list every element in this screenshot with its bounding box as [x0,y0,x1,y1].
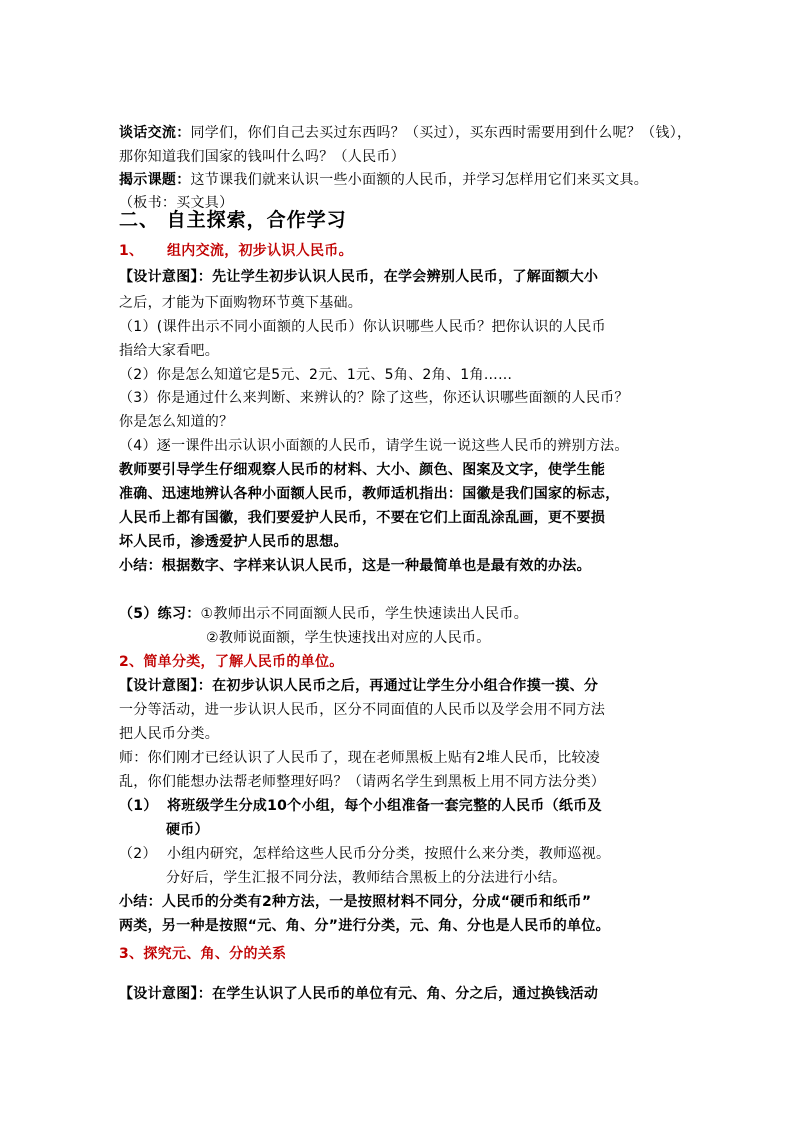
part1-design-line-2: 之后，才能为下面购物环节奠下基础。 [119,295,363,311]
question-4: （4）逐一课件出示认识小面额的人民币，请学生说一说这些人民币的辨别方法。 [119,438,629,454]
part2-design-line-3: 把人民币分类。 [119,726,220,742]
question-3-line-2: 你是怎么知道的？ [119,414,234,430]
part2-summary-line-2: 两类，另一种是按照“元、角、分”进行分类，元、角、分也是人民币的单位。 [119,918,610,934]
teacher-line-2: 乱，你们能想办法帮老师整理好吗？（请两名学生到黑板上用不同方法分类） [119,774,606,790]
step-2-line-1 [119,845,610,863]
teacher-guide-line-1: 教师要引导学生仔细观察人民币的材料、大小、颜色、图案及文字，使学生能 [119,462,606,478]
teacher-guide-line-3: 人民币上都有国徽，我们要爱护人民币，不要在它们上面乱涂乱画，更不要损 [119,510,606,526]
step-1-number: （1） [119,798,158,814]
part3-design-line-1 [119,985,598,1003]
step-1-text: 将班级学生分成10个小组，每个小组准备一套完整的人民币（纸币及 [167,798,602,814]
part3-heading: 3、探究元、角、分的关系 [119,946,287,962]
talk-label: 谈话交流： [119,125,191,141]
design-label: 【设计意图】： [119,986,213,1002]
design-text: 在初步认识人民币之后，再通过让学生分小组合作摸一摸、分 [212,678,599,694]
part1-heading [119,242,353,260]
part1-summary: 小结：根据数字、字样来认识人民币，这是一种最简单也是最有效的办法。 [119,558,591,574]
talk-line-2: 那你知道我们国家的钱叫什么吗？（人民币） [119,149,405,165]
teacher-guide-line-4: 坏人民币，渗透爱护人民币的思想。 [119,534,348,550]
question-1-line-2: 指给大家看吧。 [119,343,220,359]
part1-design-line-1 [119,268,598,286]
design-label: 【设计意图】： [119,678,213,694]
exercise-line-1 [119,605,528,623]
part2-design-line-2: 一分等活动，进一步认识人民币，区分不同面值的人民币以及学会用不同方法 [119,702,606,718]
exercise-1: ①教师出示不同面额人民币，学生快速读出人民币。 [200,606,528,622]
topic-label: 揭示课题： [119,172,191,188]
question-3-line-1: （3）你是通过什么来判断、来辨认的？除了这些，你还认识哪些面额的人民币？ [119,390,629,406]
talk-text: 同学们，你们自己去买过东西吗？（买过），买东西时需要用到什么呢？（钱）， [190,125,692,141]
topic-text: 这节课我们就来认识一些小面额的人民币，并学习怎样用它们来买文具。 [190,172,649,188]
part2-heading: 2、简单分类，了解人民币的单位。 [119,654,344,670]
step-2-line-2: 分好后，学生汇报不同分法，教师结合黑板上的分法进行小结。 [166,870,567,886]
talk-line-1 [119,124,691,142]
step-2-text: 小组内研究，怎样给这些人民币分分类，按照什么来分类，教师巡视。 [167,846,611,862]
step-1-line-2: 硬币） [166,822,209,838]
exercise-2: ②教师说面额，学生快速找出对应的人民币。 [206,630,491,646]
teacher-line-1: 师：你们刚才已经认识了人民币了，现在老师黑板上贴有2堆人民币，比较凌 [119,750,601,766]
topic-line [119,171,648,189]
teacher-guide-line-2: 准确、迅速地辨认各种小面额人民币，教师适机指出：国徽是我们国家的标志， [119,486,620,502]
part2-summary-line-1: 小结：人民币的分类有2种方法，一是按照材料不同分，分成“硬币和纸币” [119,894,592,910]
section-heading: 二、 自主探索，合作学习 [119,209,347,231]
step-2-number: （2） [119,846,157,862]
design-label: 【设计意图】： [119,269,213,285]
question-1-line-1: （1）(课件出示不同小面额的人民币）你认识哪些人民币？把你认识的人民币 [119,319,606,335]
question-2: （2）你是怎么知道它是5元、2元、1元、5角、2角、1角…… [119,367,513,383]
exercise-label: （5）练习： [119,606,201,622]
design-text: 在学生认识了人民币的单位有元、角、分之后，通过换钱活动 [212,986,599,1002]
part2-design-line-1 [119,677,598,695]
board-note: （板书：买文具） [119,195,234,211]
part1-number: 1、 [119,243,144,259]
part1-title: 组内交流，初步认识人民币。 [167,243,353,259]
step-1-line-1 [119,797,602,815]
design-text: 先让学生初步认识人民币，在学会辨别人民币，了解面额大小 [212,269,599,285]
